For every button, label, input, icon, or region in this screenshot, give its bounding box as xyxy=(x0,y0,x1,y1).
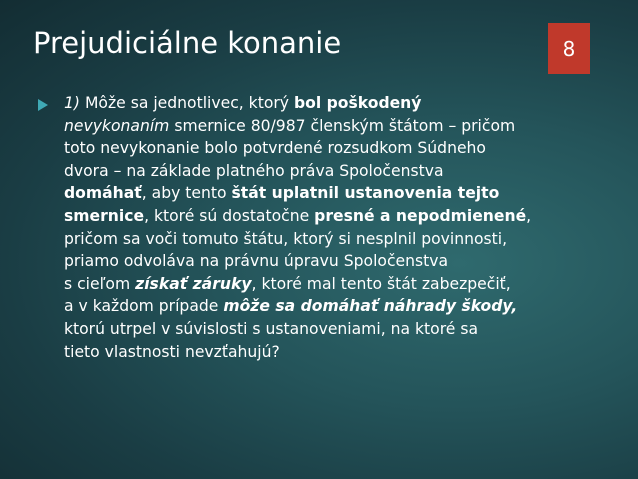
text-segment: štát uplatnil ustanovenia tejto xyxy=(231,184,500,203)
text-segment: , xyxy=(526,206,532,225)
page-number: 8 xyxy=(562,36,576,61)
text-segment: domáhať xyxy=(64,184,142,203)
text-line xyxy=(64,137,624,160)
text-segment: tieto vlastnosti nevzťahujú? xyxy=(64,342,280,361)
text-segment: , ktoré mal tento štát zabezpečiť, xyxy=(251,274,511,293)
text-segment: , ktoré sú dostatočne xyxy=(144,206,315,225)
bullet-arrow-icon xyxy=(38,99,48,111)
text-segment: bol poškodený xyxy=(293,94,422,112)
text-line xyxy=(64,228,624,251)
text-segment: priamo odvoláva na právnu úpravu Spoločenstva xyxy=(64,252,449,271)
text-segment: dvora – na základe platného práva Spoločenstva xyxy=(64,161,444,180)
text-line xyxy=(64,205,624,228)
text-segment: presné a nepodmienené xyxy=(314,206,527,225)
text-line xyxy=(64,92,624,115)
text-segment: a v každom prípade xyxy=(64,297,224,316)
text-segment: môže sa domáhať náhrady škody, xyxy=(223,297,518,316)
text-segment: získať záruky xyxy=(135,274,252,293)
text-line xyxy=(64,295,624,318)
slide-title: Prejudiciálne konanie xyxy=(33,26,342,60)
text-segment: smernice xyxy=(64,206,145,225)
text-segment: ktorú utrpel v súvislosti s ustanoveniami, na ktoré sa xyxy=(64,319,478,338)
text-line xyxy=(64,273,624,296)
text-line xyxy=(64,318,624,341)
text-segment: toto nevykonanie bolo potvrdené rozsudkom Súdneho xyxy=(64,139,486,158)
text-segment: , aby tento xyxy=(141,184,232,203)
page-number-badge xyxy=(548,23,590,74)
text-line xyxy=(64,341,624,364)
text-line xyxy=(64,250,624,273)
bullet-text xyxy=(64,92,624,363)
text-segment: Môže sa jednotlivec, ktorý xyxy=(80,94,294,112)
text-segment: smernice 80/987 členským štátom – pričom xyxy=(169,116,516,135)
text-line xyxy=(64,182,624,205)
text-line xyxy=(64,160,624,183)
text-segment: pričom sa voči tomuto štátu, ktorý si nesplnil povinnosti, xyxy=(64,229,508,248)
text-segment: 1) xyxy=(64,94,81,112)
text-segment: s cieľom xyxy=(64,274,136,293)
text-line xyxy=(64,115,624,138)
text-segment: nevykonaním xyxy=(64,116,170,135)
